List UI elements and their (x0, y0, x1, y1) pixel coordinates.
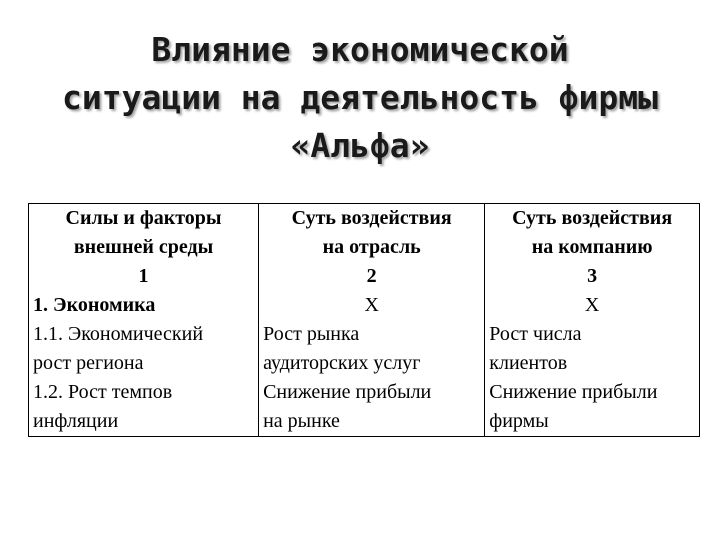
table-row (29, 320, 700, 349)
section-label: 1. Экономика (29, 291, 259, 320)
header-company-impact (485, 204, 700, 263)
header-text: на компанию (531, 236, 653, 258)
table-header-row (29, 204, 700, 263)
header-text: внешней среды (73, 236, 214, 258)
table-cell: рост региона (29, 349, 259, 378)
table-cell: Снижение прибыли (485, 378, 700, 407)
table-cell: клиентов (485, 349, 700, 378)
slide-title (0, 26, 720, 170)
table-cell: Рост числа (485, 320, 700, 349)
slide-title-line: «Альфа» (290, 126, 430, 166)
table-cell: 1.1. Экономический (29, 320, 259, 349)
section-mark: X (259, 291, 485, 320)
factors-table (28, 203, 700, 437)
table-cell: фирмы (485, 407, 700, 437)
table-row (29, 378, 700, 407)
table-row (29, 349, 700, 378)
header-text: Суть воздействия (512, 207, 673, 229)
column-number: 3 (485, 262, 700, 291)
table-row (29, 407, 700, 437)
header-factors (29, 204, 259, 263)
header-industry-impact (259, 204, 485, 263)
column-number: 1 (29, 262, 259, 291)
table-number-row (29, 262, 700, 291)
table-cell: Снижение прибыли (259, 378, 485, 407)
table-cell: Рост рынка (259, 320, 485, 349)
header-text: Силы и факторы (65, 207, 222, 229)
slide-title-line: ситуации на деятельность фирмы (61, 78, 659, 118)
column-number: 2 (259, 262, 485, 291)
table-cell: на рынке (259, 407, 485, 437)
table-cell: инфляции (29, 407, 259, 437)
table-section-row (29, 291, 700, 320)
section-mark: X (485, 291, 700, 320)
table-cell: аудиторских услуг (259, 349, 485, 378)
header-text: на отрасль (322, 236, 421, 258)
header-text: Суть воздействия (291, 207, 452, 229)
slide-title-line: Влияние экономической (151, 30, 569, 70)
table-cell: 1.2. Рост темпов (29, 378, 259, 407)
